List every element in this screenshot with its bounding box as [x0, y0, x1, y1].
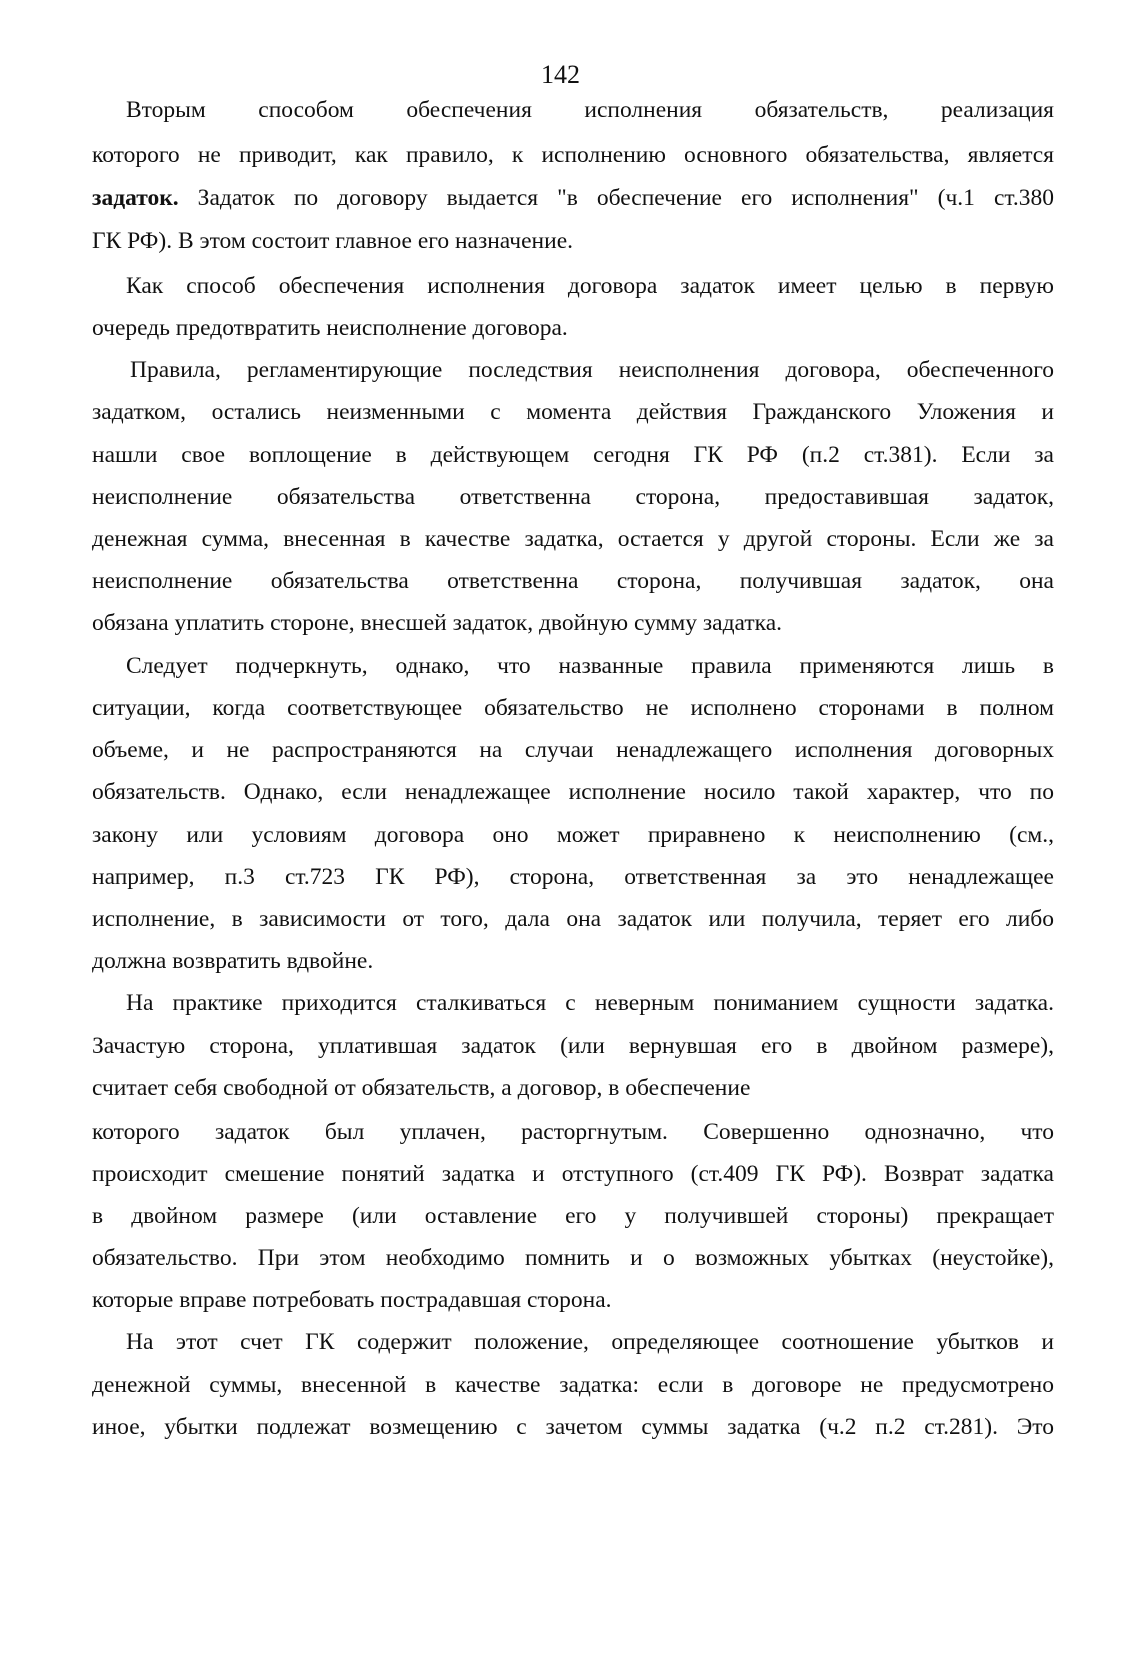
text-line-with-term [92, 183, 1054, 213]
text-line: происходит смешение понятий задатка и отступного (ст.409 ГК РФ). Возврат задатка [92, 1161, 1054, 1187]
text-line: задатком, остались неизменными с момента действия Гражданского Уложения и [92, 399, 1054, 425]
page-number: 142 [541, 60, 580, 89]
text-line: в двойном размере (или оставление его у получившей стороны) прекращает [92, 1203, 1054, 1229]
text-line: Правила, регламентирующие последствия неисполнения договора, обеспеченного [130, 357, 1054, 383]
text-line: очередь предотвратить неисполнение договора. [92, 315, 568, 341]
text-line: Как способ обеспечения исполнения договора задаток имеет целью в первую [126, 273, 1054, 299]
text-line: ситуации, когда соответствующее обязательство не исполнено сторонами в полном [92, 695, 1054, 721]
text-line: должна возвратить вдвойне. [92, 948, 374, 974]
bold-term: задаток. [92, 185, 179, 211]
text-line: закону или условиям договора оно может приравнено к неисполнению (см., [92, 822, 1054, 848]
text-line: ГК РФ). В этом состоит главное его назначение. [92, 228, 574, 254]
text-line: которые вправе потребовать пострадавшая сторона. [92, 1287, 612, 1313]
text-line: денежной суммы, внесенной в качестве задатка: если в договоре не предусмотрено [92, 1372, 1054, 1398]
text-line: Вторым способом обеспечения исполнения обязательств, реализация [126, 97, 1054, 123]
text-line: нашли свое воплощение в действующем сегодня ГК РФ (п.2 ст.381). Если за [92, 442, 1054, 468]
text-line: иное, убытки подлежат возмещению с зачетом суммы задатка (ч.2 п.2 ст.281). Это [92, 1414, 1054, 1440]
text-line: обязана уплатить стороне, внесшей задаток, двойную сумму задатка. [92, 610, 783, 636]
text-line: На этот счет ГК содержит положение, определяющее соотношение убытков и [126, 1329, 1054, 1355]
text-line: считает себя свободной от обязательств, а договор, в обеспечение [92, 1075, 751, 1101]
text-line: денежная сумма, внесенная в качестве задатка, остается у другой стороны. Если же за [92, 526, 1054, 552]
text-line: неисполнение обязательства ответственна сторона, получившая задаток, она [92, 568, 1054, 594]
text-line: которого задаток был уплачен, расторгнутым. Совершенно однозначно, что [92, 1119, 1054, 1145]
text-line: Зачастую сторона, уплатившая задаток (или вернувшая его в двойном размере), [92, 1033, 1054, 1059]
text-fragment: Задаток по договору выдается "в обеспечение его исполнения" (ч.1 ст.380 [197, 185, 1055, 211]
text-line: обязательство. При этом необходимо помнить и о возможных убытках (неустойке), [92, 1245, 1054, 1271]
text-line: которого не приводит, как правило, к исполнению основного обязательства, является [92, 142, 1054, 168]
text-line: например, п.3 ст.723 ГК РФ), сторона, ответственная за это ненадлежащее [92, 864, 1054, 890]
text-line: неисполнение обязательства ответственна сторона, предоставившая задаток, [92, 484, 1054, 510]
text-line: На практике приходится сталкиваться с неверным пониманием сущности задатка. [126, 990, 1054, 1016]
text-line: объеме, и не распространяются на случаи ненадлежащего исполнения договорных [92, 737, 1054, 763]
text-line: исполнение, в зависимости от того, дала она задаток или получила, теряет его либо [92, 906, 1054, 932]
text-line: Следует подчеркнуть, однако, что названные правила применяются лишь в [126, 653, 1054, 679]
text-line: обязательств. Однако, если ненадлежащее исполнение носило такой характер, что по [92, 779, 1054, 805]
